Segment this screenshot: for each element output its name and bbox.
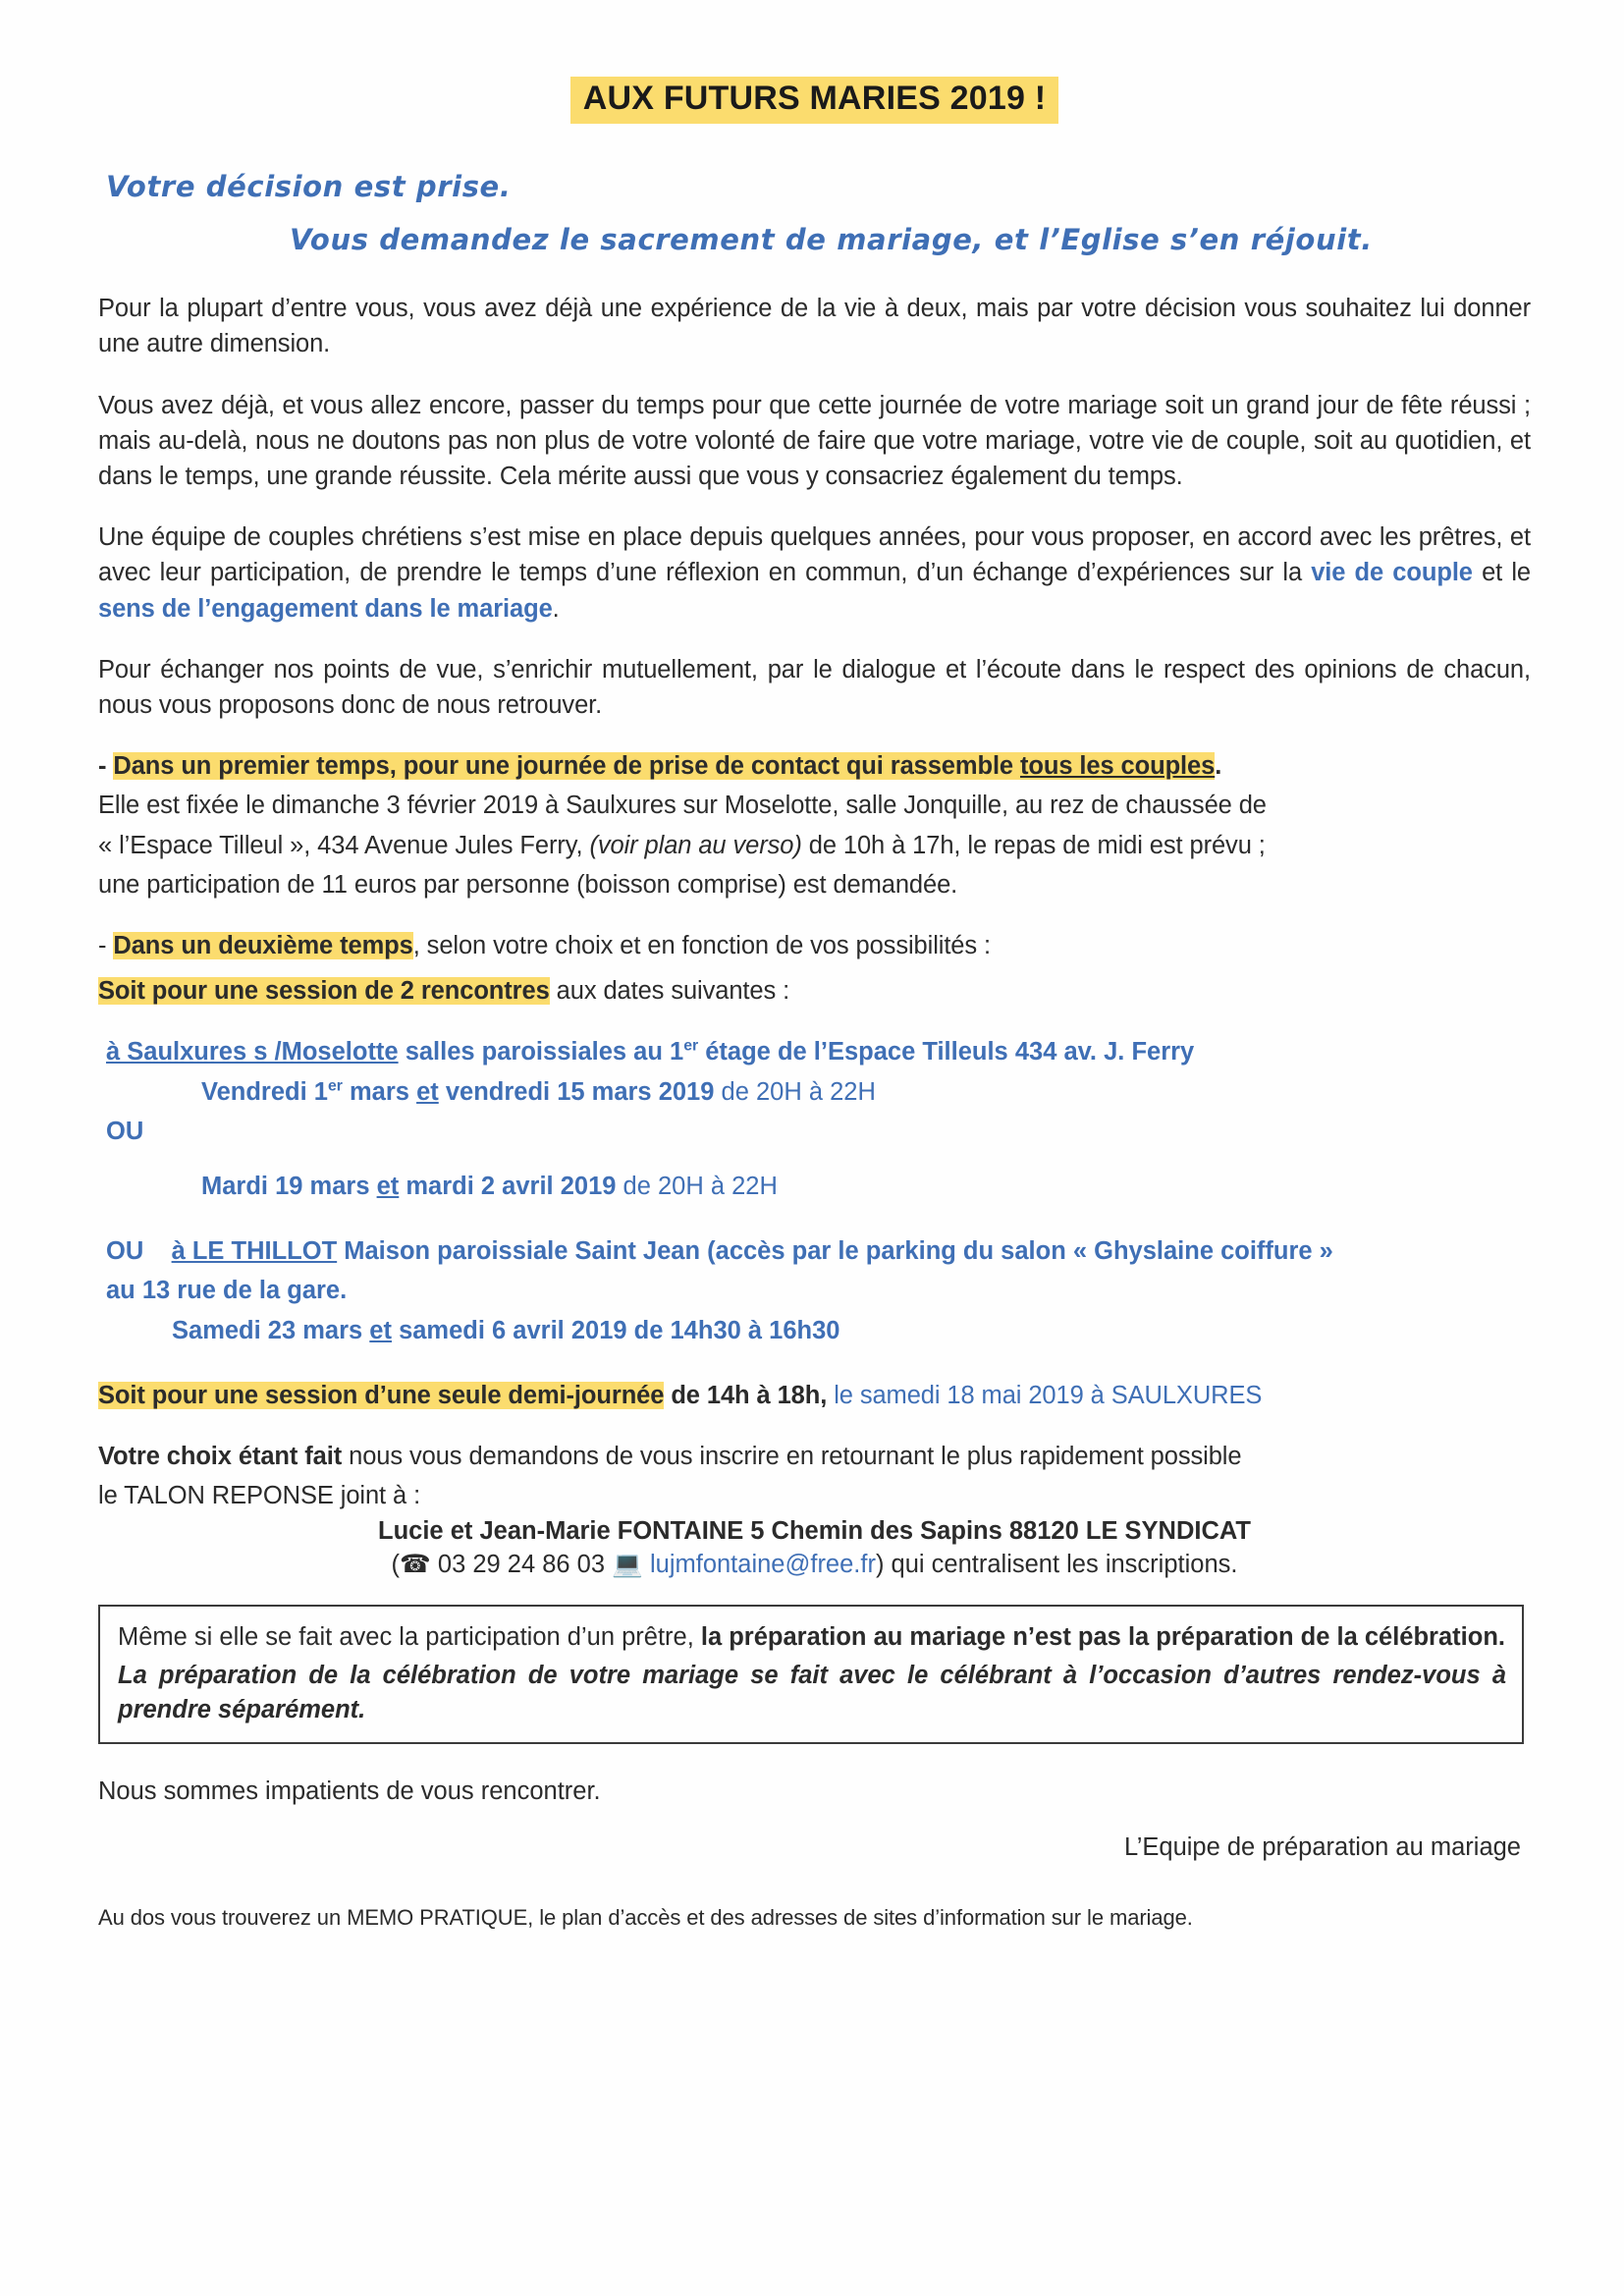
thillot-date-a: Samedi 23 mars [172,1316,370,1344]
computer-icon: 💻 [612,1550,643,1580]
premier-temps-detail-2b-italic: (voir plan au verso) [582,831,802,859]
saulxures-venue-ordinal: er [683,1037,699,1055]
thillot-date-b: samedi 6 avril 2019 de 14h30 à 16h30 [391,1316,840,1344]
bullet-dash-1: - [98,752,114,781]
deuxieme-temps-after: , selon votre choix et en fonction de vos possibilités : [412,932,992,960]
inscription-line-2: le TALON REPONSE joint à : [98,1482,421,1510]
saulxures-venue [106,1034,1531,1069]
saulxures-date-2 [201,1169,1531,1204]
inscription-bold: Votre choix étant fait [98,1443,343,1471]
intro-line-2: Vous demandez le sacrement de mariage, et l’Eglise s’en réjouit. [290,222,1373,256]
contact-paren-open: ( [391,1551,401,1579]
contact-email[interactable]: lujmfontaine@free.fr [642,1551,876,1579]
note-box-1a: Même si elle se fait avec la participation d’un prêtre, [118,1623,701,1652]
paragraph-1: Pour la plupart d’entre vous, vous avez déjà une expérience de la vie à deux, mais par votre décision vous souhaitez lui donner une autre dimension. [98,295,1531,358]
bullet-dash-2: - [98,932,114,960]
premier-temps-detail-2 [98,828,1531,863]
spacer-2 [98,1208,1531,1233]
note-box [98,1605,1524,1744]
saulxures-venue-rest-a: salles paroissiales au 1 [398,1038,684,1066]
saulxures-date-2-b: mardi 2 avril 2019 [399,1173,617,1201]
note-box-1c: . [1497,1623,1505,1652]
paragraph-3-part-c: et le [1472,559,1531,587]
note-box-line-1 [118,1620,1506,1655]
saulxures-date-1-b: mars [342,1077,417,1106]
premier-temps-detail-3: une participation de 11 euros par personne (boisson comprise) est demandée. [98,870,958,899]
premier-temps-hl-b: pour une journée de prise de contact qui rassemble [396,752,1020,781]
paragraph-3-part-e: . [552,594,560,623]
contact-name: Lucie et Jean-Marie FONTAINE 5 Chemin des Sapins 88120 LE SYNDICAT [378,1517,1251,1546]
footer-note: Au dos vous trouverez un MEMO PRATIQUE, le plan d’accès et des adresses de sites d’information sur le mariage. [98,1905,1193,1931]
demi-journee-line [98,1378,1531,1413]
saulxures-date-1-et: et [416,1077,439,1106]
page-title-text: AUX FUTURS MARIES 2019 ! [570,77,1058,124]
thillot-venue-name: à LE THILLOT [171,1237,338,1266]
saulxures-venue-name: à Saulxures s /Moselotte [106,1038,399,1066]
paragraph-3-part-a: Une équipe de couples chrétiens s’est mise en place depuis quelques années, pour vous proposer, en accord avec les prêtres, et avec leur participation, de prendre le temps d’une réflexion en commun, d’un échange d’expériences sur la [98,523,1531,587]
premier-temps-hl-a: Dans un premier temps, [113,752,397,781]
footer-line-1: Nous sommes impatients de vous rencontrer. [98,1777,601,1806]
inscription-line-1 [98,1439,1531,1474]
thillot-venue-rest: Maison paroissiale Saint Jean (accès par le parking du salon « Ghyslaine coiffure » [337,1237,1333,1266]
thillot-venue [106,1233,1531,1269]
premier-temps-detail-2a: « l’Espace Tilleul », 434 Avenue Jules Ferry, [98,831,583,859]
paragraph-2: Vous avez déjà, et vous allez encore, passer du temps pour que cette journée de votre mariage soit un grand jour de fête réussi ; mais au-delà, nous ne doutons pas non plus de votre volonté de faire que votre mariage, votre vie de couple, soit au quotidien, et dans le temps, une grande réussite. Cela mérite aussi que vous y consacriez également du temps. [98,391,1531,490]
thillot-date-et: et [369,1316,392,1344]
spacer-1 [98,1153,1531,1169]
thillot-ou: OU [106,1237,144,1266]
note-box-1b-bold: la préparation au mariage n’est pas la préparation de la célébration [700,1623,1498,1652]
saulxures-date-1-c: vendredi 15 mars 2019 [438,1077,715,1106]
deuxieme-temps-heading [98,928,1531,963]
demi-journee-date: le samedi 18 mai 2019 à SAULXURES [827,1381,1263,1409]
paragraph-3 [98,519,1531,627]
spacer-3 [98,1352,1531,1378]
emphasis-vie-de-couple: vie de couple [1311,559,1473,587]
saulxures-date-2-a: Mardi 19 mars [201,1173,377,1201]
option-a-after: aux dates suivantes : [549,977,790,1006]
saulxures-ou: OU [106,1117,144,1145]
contact-details [98,1550,1531,1579]
inscription-rest: nous vous demandons de vous inscrire en retournant le plus rapidement possible [342,1443,1242,1471]
premier-temps-hl-tous-les-couples: tous les couples [1020,752,1216,781]
contact-paren-close: ) qui centralisent les inscriptions. [875,1551,1238,1579]
deuxieme-temps-hl: Dans un deuxième temps [113,932,413,960]
saulxures-date-2-time: de 20H à 22H [616,1173,778,1201]
premier-temps-detail-1: Elle est fixée le dimanche 3 février 2019 à Saulxures sur Moselotte, salle Jonquille, au rez de chaussée de [98,792,1267,820]
option-a-hl: Soit pour une session de 2 rencontres [98,977,550,1006]
option-a-heading [98,973,1531,1009]
note-box-line-2: La préparation de la célébration de votre mariage se fait avec le célébrant à l’occasion d’autres rendez-vous à prendre séparément. [118,1662,1506,1723]
contact-phone: 03 29 24 86 03 [430,1551,613,1579]
saulxures-date-1-ordinal: er [327,1077,343,1095]
saulxures-date-2-et: et [376,1173,400,1201]
demi-journee-hl: Soit pour une session d’une seule demi-journée [98,1381,665,1409]
page-title [98,59,1531,124]
phone-icon: ☎ [400,1550,431,1580]
emphasis-sens-engagement: sens de l’engagement dans le mariage [98,594,553,623]
saulxures-date-1 [201,1074,1531,1110]
saulxures-date-1-a: Vendredi 1 [201,1077,328,1106]
saulxures-venue-rest-b: étage de l’Espace Tilleuls 434 av. J. Ferry [698,1038,1195,1066]
premier-temps-after: . [1215,752,1222,781]
intro-line-1: Votre décision est prise. [106,169,512,203]
thillot-venue-line-2: au 13 rue de la gare. [106,1277,348,1305]
saulxures-date-1-time: de 20H à 22H [714,1077,876,1106]
premier-temps-detail-2c: de 10h à 17h, le repas de midi est prévu ; [801,831,1266,859]
paragraph-4: Pour échanger nos points de vue, s’enrichir mutuellement, par le dialogue et l’écoute dans le respect des opinions de chacun, nous vous proposons donc de nous retrouver. [98,655,1531,720]
demi-journee-time: de 14h à 18h, [664,1381,828,1409]
premier-temps-heading [98,748,1531,784]
thillot-date [172,1313,1531,1348]
footer-signature: L’Equipe de préparation au mariage [1123,1833,1521,1862]
